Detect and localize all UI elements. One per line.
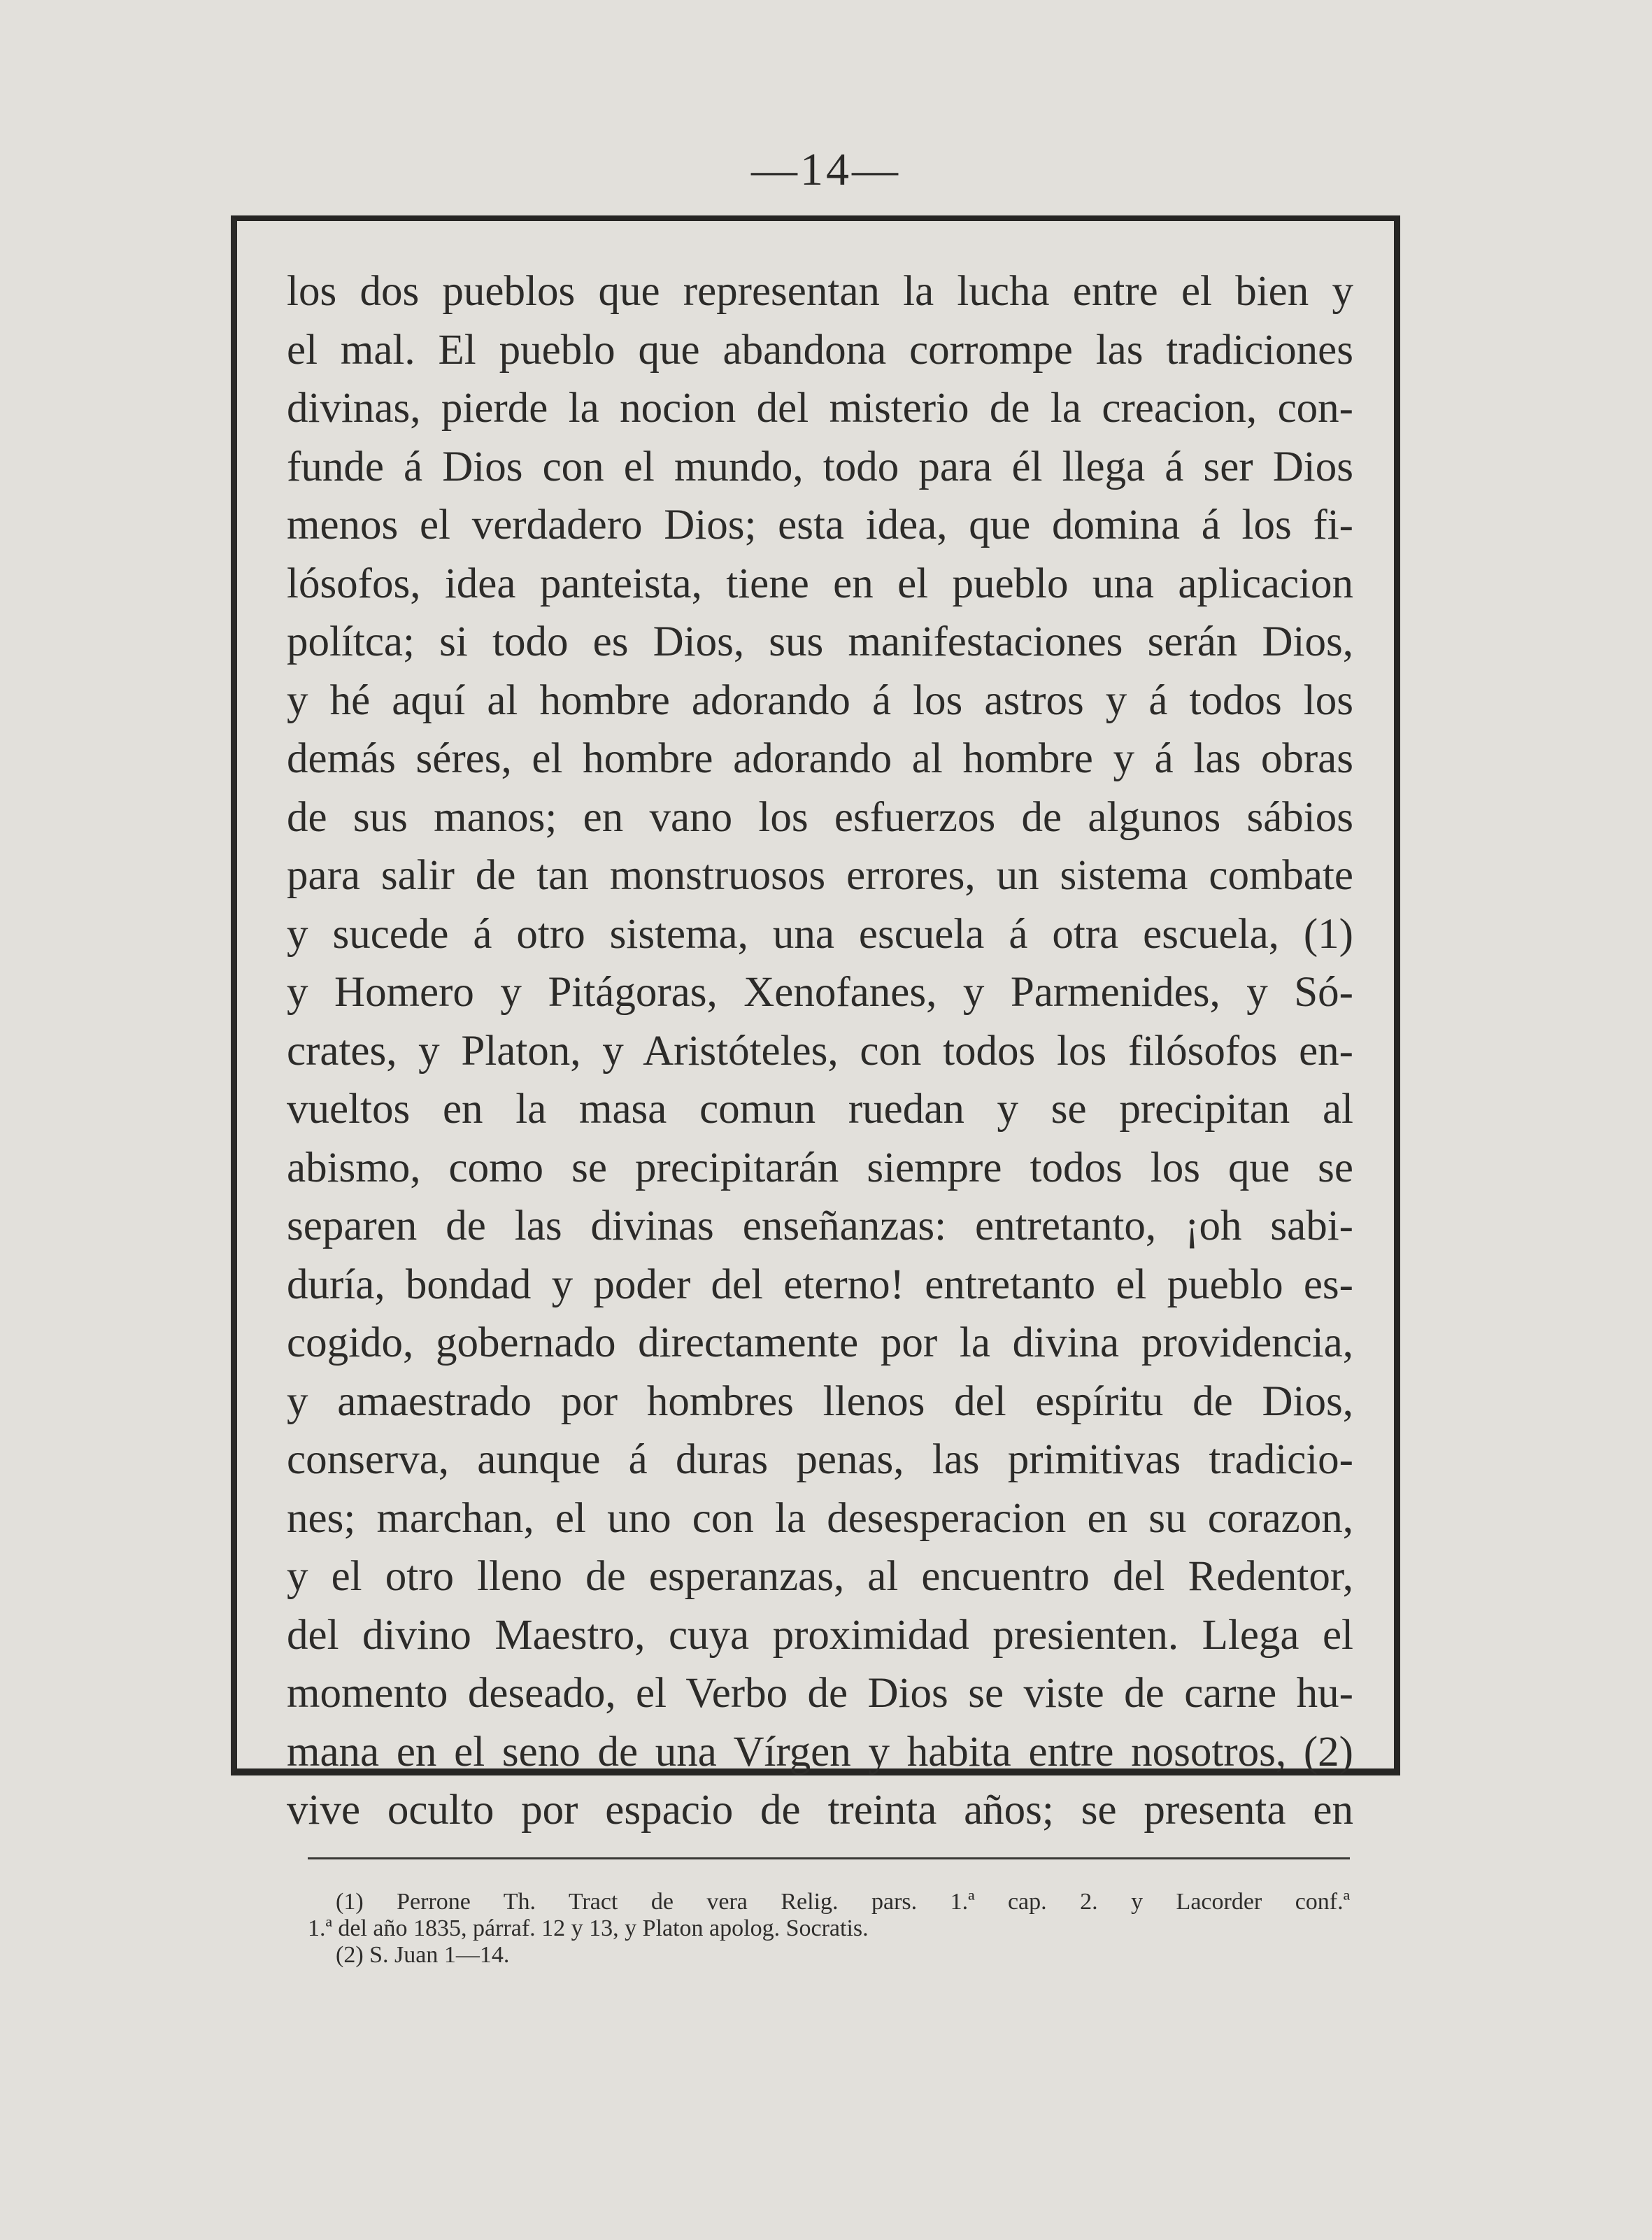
text-line: cogido, gobernado directamente por la divina providencia, [287, 1319, 1353, 1366]
text-line: y amaestrado por hombres llenos del espíritu de Dios, [287, 1377, 1353, 1425]
text-line: vive oculto por espacio de treinta años; se presenta en [287, 1787, 1353, 1834]
footnote-1-line-2: 1.ª del año 1835, párraf. 12 y 13, y Platon apolog. Socratis. [308, 1915, 869, 1941]
text-line: polítca; si todo es Dios, sus manifestaciones serán Dios, [287, 618, 1353, 665]
footnotes [308, 1889, 1350, 1969]
text-line: el mal. El pueblo que abandona corrompe las tradiciones [287, 326, 1353, 374]
footnote-divider [308, 1857, 1350, 1859]
footnote-1-line-1: (1) Perrone Th. Tract de vera Relig. pars. 1.ª cap. 2. y Lacorder conf.ª [336, 1889, 1350, 1915]
footnote-2: (2) S. Juan 1—14. [336, 1942, 510, 1968]
text-line: momento deseado, el Verbo de Dios se viste de carne hu- [287, 1670, 1353, 1717]
text-line: separen de las divinas enseñanzas: entretanto, ¡oh sabi- [287, 1203, 1353, 1249]
text-line: divinas, pierde la nocion del misterio de la creacion, con- [287, 385, 1353, 432]
text-line: duría, bondad y poder del eterno! entretanto el pueblo es- [287, 1261, 1353, 1308]
text-line: del divino Maestro, cuya proximidad presienten. Llega el [287, 1611, 1353, 1659]
text-line: crates, y Platon, y Aristóteles, con todos los filósofos en- [287, 1027, 1353, 1075]
text-line: y Homero y Pitágoras, Xenofanes, y Parmenides, y Só- [287, 969, 1353, 1016]
body-text [287, 262, 1353, 1840]
page-number: —14— [751, 144, 901, 195]
text-line: nes; marchan, el uno con la desesperacion en su corazon, [287, 1494, 1353, 1542]
text-line: de sus manos; en vano los esfuerzos de algunos sábios [287, 793, 1353, 841]
text-line: los dos pueblos que representan la lucha entre el bien y [287, 268, 1353, 315]
text-line: y hé aquí al hombre adorando á los astros y á todos los [287, 676, 1353, 724]
text-line: para salir de tan monstruosos errores, un sistema combate [287, 852, 1353, 899]
text-line: lósofos, idea panteista, tiene en el pueblo una aplicacion [287, 560, 1353, 607]
text-line: conserva, aunque á duras penas, las primitivas tradicio- [287, 1436, 1353, 1483]
text-line: abismo, como se precipitarán siempre todos los que se [287, 1144, 1353, 1191]
text-line: vueltos en la masa comun ruedan y se precipitan al [287, 1086, 1353, 1133]
text-line: funde á Dios con el mundo, todo para él llega á ser Dios [287, 443, 1353, 490]
text-line: menos el verdadero Dios; esta idea, que domina á los fi- [287, 502, 1353, 548]
text-line: mana en el seno de una Vírgen y habita entre nosotros, (2) [287, 1728, 1353, 1775]
text-line: y sucede á otro sistema, una escuela á otra escuela, (1) [287, 910, 1353, 958]
text-line: demás séres, el hombre adorando al hombre y á las obras [287, 735, 1353, 782]
text-line: y el otro lleno de esperanzas, al encuentro del Redentor, [287, 1553, 1353, 1600]
